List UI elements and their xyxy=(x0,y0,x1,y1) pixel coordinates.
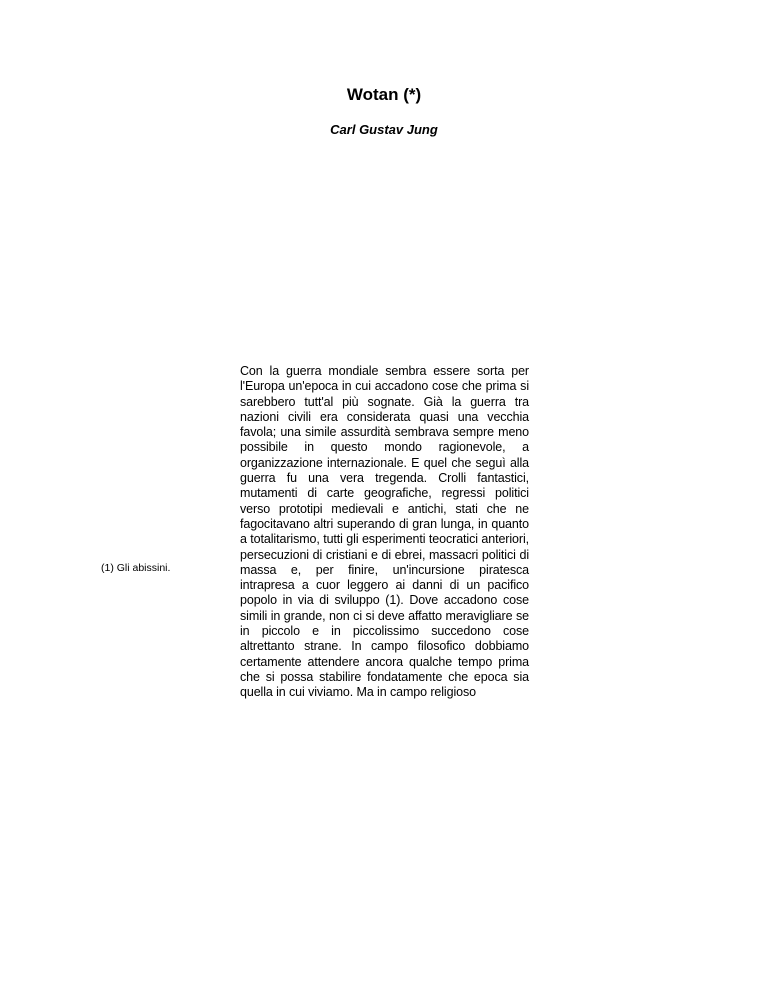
document-author: Carl Gustav Jung xyxy=(330,122,438,137)
footnote: (1) Gli abissini. xyxy=(101,562,171,574)
body-paragraph: Con la guerra mondiale sembra essere sorta per l'Europa un'epoca in cui accadono cose che prima si sarebbero tutt'al più sognate. Già la guerra tra nazioni civili era considerata quasi una vecchia favola; una simile assurdità sembrava sempre meno possibile in questo mondo ragionevole, a organizzazione internazionale. E quel che seguì alla guerra fu una vera tregenda. Crolli fantastici, mutamenti di carte geografiche, regressi politici verso prototipi medievali e antichi, stati che ne fagocitavano altri superando di gran lunga, in quanto a totalitarismo, tutti gli esperimenti teocratici anteriori, persecuzioni di cristiani e di ebrei, massacri politici di massa e, per finire, un'incursione piratesca intrapresa a cuor leggero ai danni di un pacifico popolo in via di sviluppo (1). Dove accadono cose simili in grande, non ci si deve affatto meravigliare se in piccolo e in piccolissimo succedono cose altrettanto strane. In campo filosofico dobbiamo certamente attendere ancora qualche tempo prima che si possa stabilire fondatamente che epoca sia quella in cui viviamo. Ma in campo religioso xyxy=(240,364,529,700)
document-title: Wotan (*) xyxy=(346,85,422,104)
